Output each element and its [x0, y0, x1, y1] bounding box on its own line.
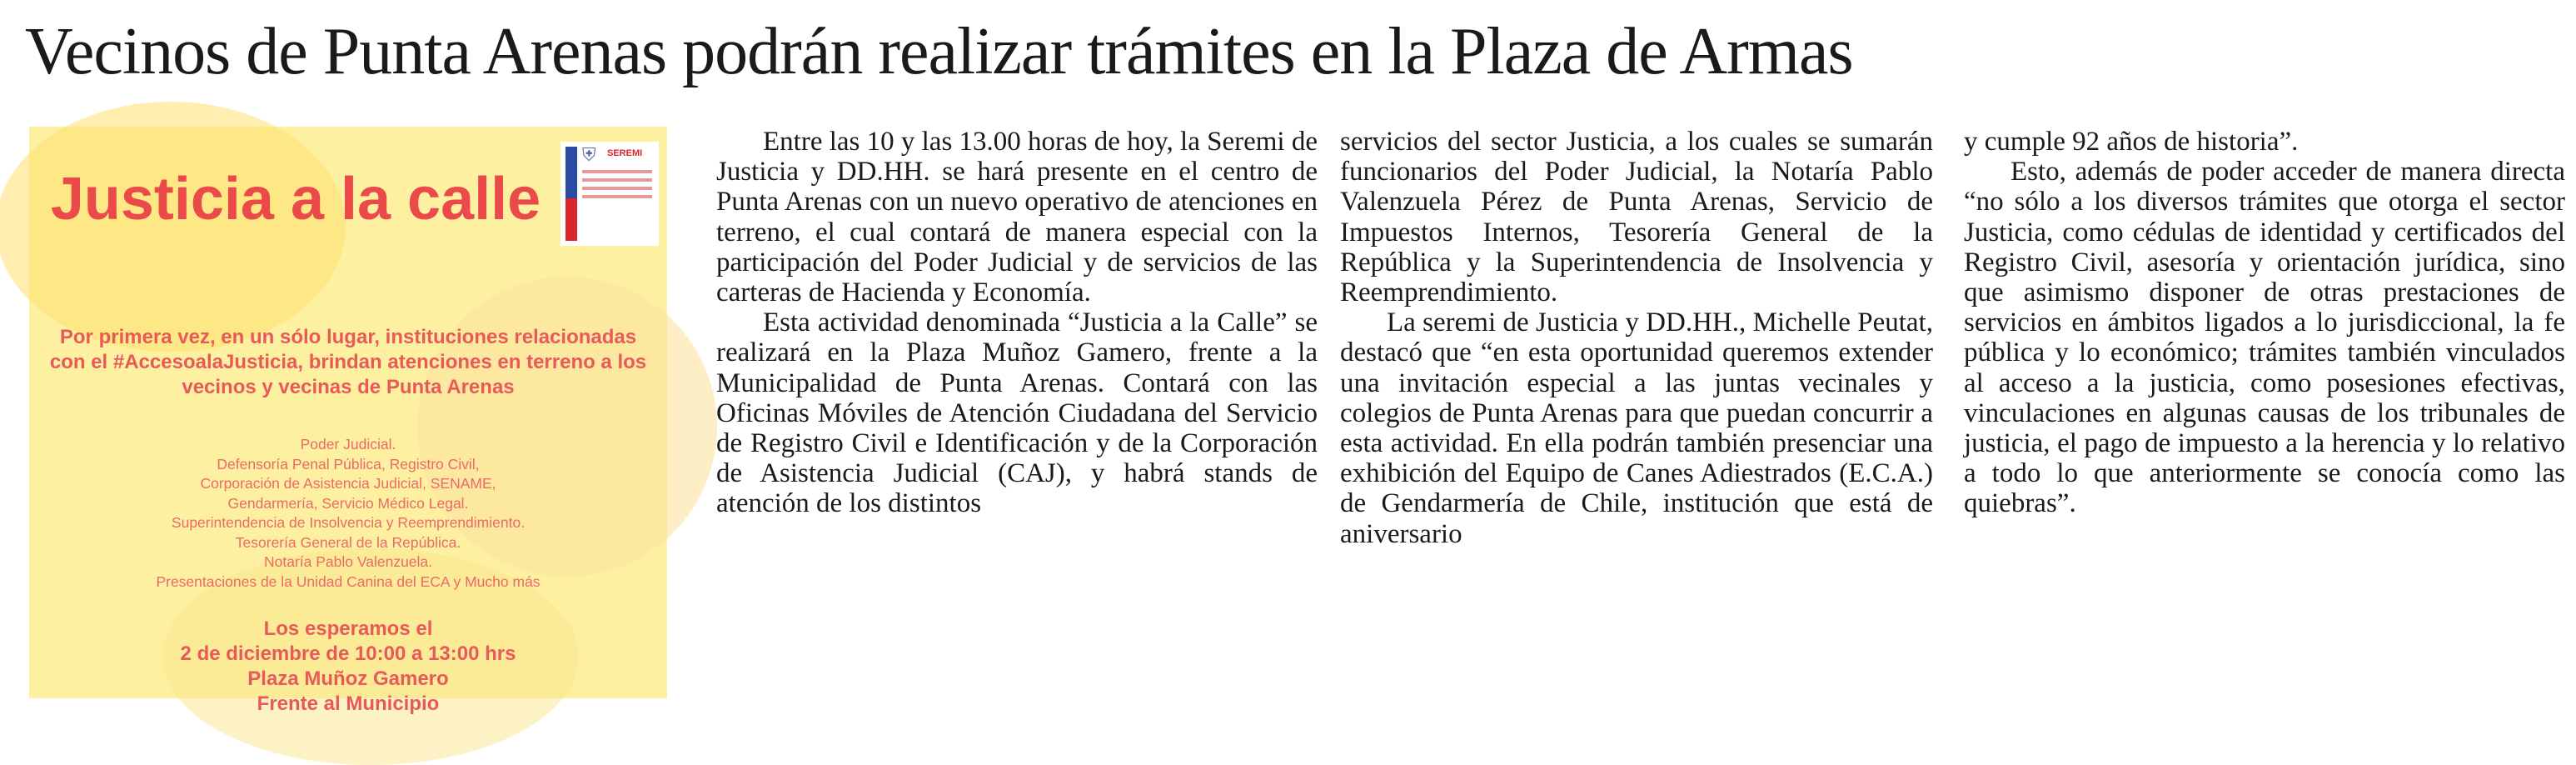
paragraph: Esto, además de poder acceder de manera directa “no sólo a los diversos trámites que otorga el sector Justicia, como cédulas de identidad y certificados del Registro Civil, asesoría y orientación jurídica, sino que asimismo disponer de otras prestaciones de servicios en ámbitos ligados a lo jurisdiccional, la fe pública y lo económico; trámites también vinculados al acceso a la justicia, como posesiones efectivas, vinculaciones en algunas causas de los tribunales de justicia, el pago de impuesto a la herencia y lo relativo a todo lo que anteriormente se conocía como las quiebras”. [1964, 157, 2565, 519]
article-column-3 [1964, 127, 2565, 519]
poster-date-info: Los esperamos el 2 de diciembre de 10:00 a 13:00 hrs Plaza Muñoz Gamero Frente al Municipio [180, 618, 516, 715]
article-column-2 [1340, 127, 1933, 549]
government-logo [561, 142, 659, 246]
paragraph: servicios del sector Justicia, a los cuales se sumarán funcionarios del Poder Judicial, la Notaría Pablo Valenzuela Pérez de Punta Arenas, Servicio de Impuestos Internos, Tesorería General de la República y la Superintendencia de Insolvencia y Reemprendimiento. [1340, 127, 1933, 308]
poster-institutions: Poder Judicial. Defensoría Penal Pública, Registro Civil, Corporación de Asistencia Judicial, SENAME, Gendarmería, Servicio Médico Legal. Superintendencia de Insolvencia y Reemprendimiento. Tesorería General de la República. Notaría Pablo Valenzuela. Presentaciones de la Unidad Canina del ECA y Mucho más [156, 436, 541, 590]
paragraph: Entre las 10 y las 13.00 horas de hoy, la Seremi de Justicia y DD.HH. se hará presente en el centro de Punta Arenas con un nuevo operativo de atenciones en terreno, el cual contará de manera especial con la participación del Poder Judicial y de servicios de las carteras de Hacienda y Economía. [716, 127, 1318, 308]
paragraph: y cumple 92 años de historia”. [1964, 127, 2299, 157]
poster-intro: Por primera vez, en un sólo lugar, instituciones relacionadas con el #AccesoalaJusticia, brindan atenciones en terreno a los vecinos y vecinas de Punta Arenas [49, 326, 647, 398]
coat-of-arms-icon: ⛨ [582, 144, 596, 165]
flag-red-stripe [566, 198, 577, 241]
flag-blue-stripe [566, 147, 577, 198]
headline: Vecinos de Punta Arenas podrán realizar trámites en la Plaza de Armas [25, 15, 1853, 88]
paragraph: La seremi de Justicia y DD.HH., Michelle Peutat, destacó que “en esta oportunidad queremos extender una invitación especial a las juntas vecinales y colegios de Punta Arenas para que puedan concurrir a esta actividad. En ella podrán también presenciar una exhibición del Equipo de Canes Adiestrados (E.C.A.) de Gendarmería de Chile, institución que está de aniversario [1340, 308, 1933, 549]
logo-caption-lines [582, 170, 652, 203]
paragraph: Esta actividad denominada “Justicia a la Calle” se realizará en la Plaza Muñoz Gamero, frente a la Municipalidad de Punta Arenas. Contará con las Oficinas Móviles de Atención Ciudadana del Servicio de Registro Civil e Identificación y de la Corporación de Asistencia Judicial (CAJ), y habrá stands de atención de los distintos [716, 308, 1318, 519]
logo-text: SEREMI [607, 148, 643, 158]
article-column-1 [716, 127, 1318, 519]
poster-image [29, 127, 667, 715]
poster-title: Justicia a la calle [50, 166, 541, 232]
